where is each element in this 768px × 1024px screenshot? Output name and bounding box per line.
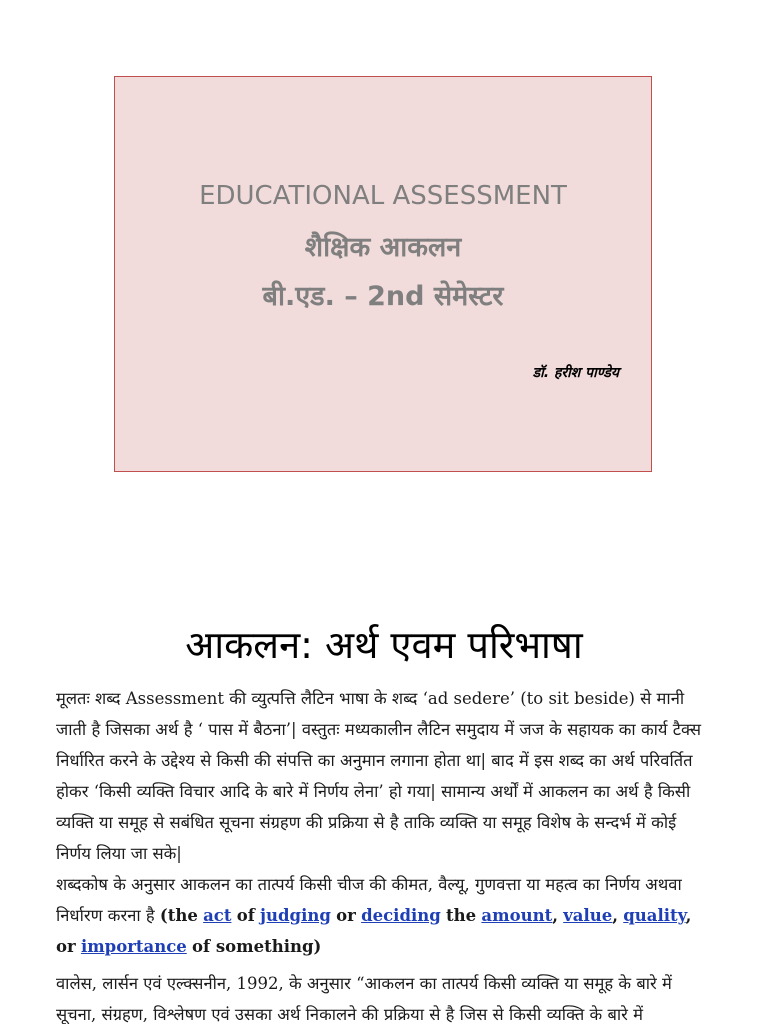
link-amount[interactable]: amount xyxy=(481,906,553,925)
paragraph-etymology: मूलतः शब्द Assessment की व्युत्पत्ति लैटिन भाषा के शब्द ‘ad sedere’ (to sit beside) से मानी जाती है जिसका अर्थ है ‘ पास में बैठना’| वस्तुतः मध्यकालीन लैटिन समुदाय में जज के सहायक का कार्य टैक्स निर्धारित करने के उद्देश्य से किसी की संपत्ति का अनुमान लगाना होता था| बाद में इस शब्द का अर्थ परिवर्तित होकर ‘किसी व्यक्ति विचार आदि के बारे में निर्णय लेना’ हो गया| सामान्य अर्थों में आकलन का अर्थ है किसी व्यक्ति या समूह से सबंधित सूचना संग्रहण की प्रक्रिया से है ताकि व्यक्ति या समूह विशेष के सन्दर्भ में कोई निर्णय लिया जा सके| xyxy=(56,689,702,863)
def-comma-1: , xyxy=(552,906,558,925)
def-of: of xyxy=(236,906,255,925)
semester-label: बी.एड. – 2nd सेमेस्टर xyxy=(262,281,504,312)
def-or-2: or xyxy=(56,937,76,956)
link-judging[interactable]: judging xyxy=(260,906,331,925)
dictionary-intro: शब्दकोष के अनुसार आकलन का तात्पर्य किसी चीज की कीमत, वैल्यू, गुणवत्ता या महत्व का निर्णय अथवा निर्धारण करना है xyxy=(56,875,682,925)
paragraph-dictionary-definition xyxy=(56,869,714,962)
course-title-hindi: शैक्षिक आकलन xyxy=(304,232,462,263)
link-act[interactable]: act xyxy=(203,906,232,925)
link-importance[interactable]: importance xyxy=(80,937,187,956)
section-heading: आकलन: अर्थ एवम परिभाषा xyxy=(185,623,583,667)
link-quality[interactable]: quality xyxy=(623,906,686,925)
def-the: the xyxy=(446,906,477,925)
def-comma-3: , xyxy=(685,906,692,925)
link-deciding[interactable]: deciding xyxy=(361,906,441,925)
link-value[interactable]: value xyxy=(563,906,613,925)
paragraph-wallace-definition: वालेस, लार्सन एवं एल्क्सनीन, 1992, के अनुसार “आकलन का तात्पर्य किसी व्यक्ति या समूह के बारे में सूचना, संग्रहण, विश्लेषण एवं उसका अर्थ निकालने की प्रक्रिया से है जिस से किसी व्यक्ति के बारे में xyxy=(56,974,672,1024)
def-or: or xyxy=(336,906,356,925)
def-open: (the xyxy=(159,906,198,925)
author-name: डॉ. हरीश पाण्डेय xyxy=(532,365,619,381)
title-box xyxy=(114,76,652,472)
body-text xyxy=(56,683,714,1024)
def-close: of something) xyxy=(192,937,322,956)
def-comma-2: , xyxy=(612,906,618,925)
course-title-english: EDUCATIONAL ASSESSMENT xyxy=(199,181,567,211)
